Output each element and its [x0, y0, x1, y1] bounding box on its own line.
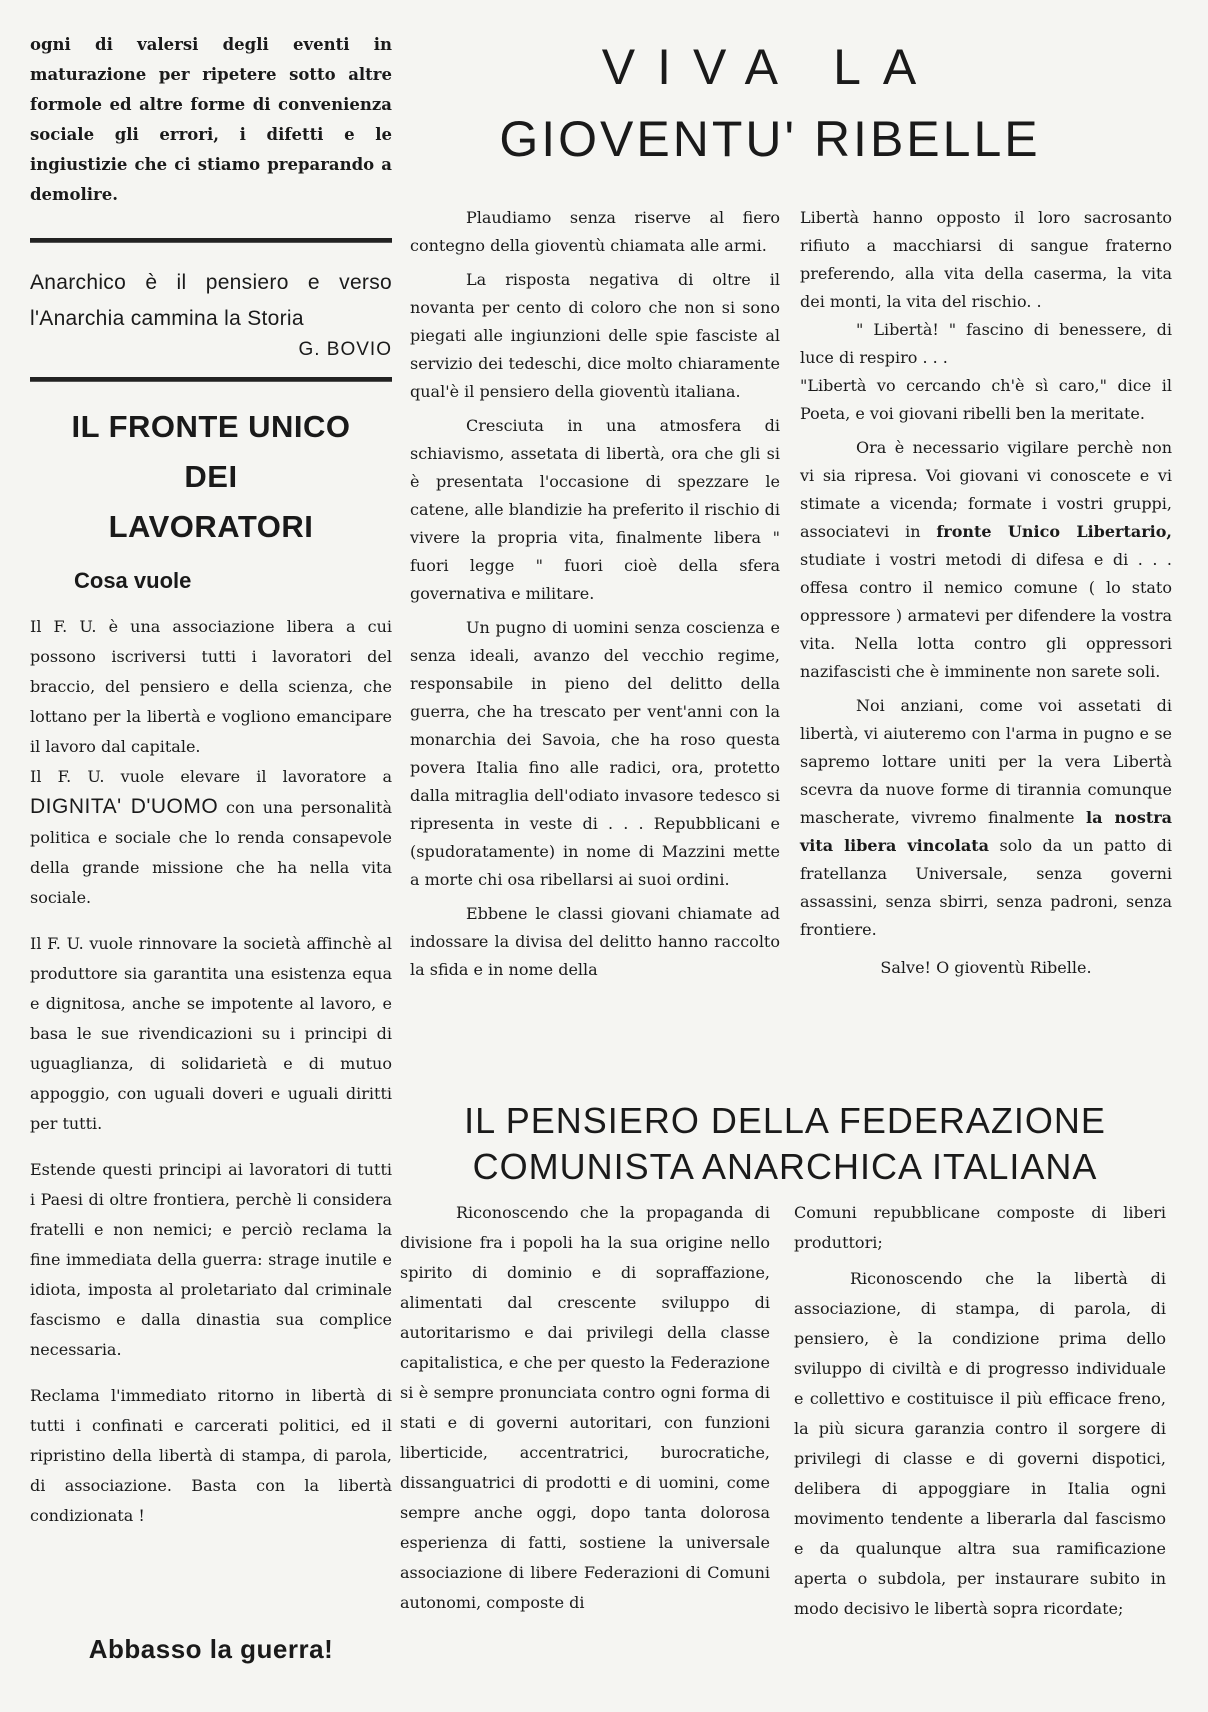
viva-right-p4 — [800, 434, 1172, 686]
fu-paragraph-2 — [30, 762, 392, 913]
viva-mid-p5: Ebbene le classi giovani chiamate ad indossare la divisa del delitto hanno raccolto la sfida e in nome della — [410, 904, 780, 979]
quote-block — [30, 265, 392, 361]
pensiero-mid-p1: Riconoscendo che la propaganda di divisione fra i popoli ha la sua origine nello spirito di dominio e di sopraffazione, alimentati dal crescente sviluppo di autoritarismo e dai privilegi della classe capitalistica, e che per questo la Federazione si è sempre pronunciata contro ogni forma di stati e di governi autoritari, con funzioni liberticide, accentratrici, burocratiche, dissanguatrici di prodotti e di uomini, come sempre anche oggi, dopo tanta dolorosa esperienza di fatti, sostiene la universale associazione di libere Federazioni di Comuni autonomi, composte di — [400, 1203, 770, 1612]
pensiero-column-right — [794, 1198, 1166, 1624]
fu-p2-start: Il F. U. vuole elevare il lavoratore a — [30, 767, 392, 786]
abbasso-la-guerra: Abbasso la guerra! — [88, 1634, 334, 1664]
dignita-uomo: DIGNITA' D'UOMO — [30, 795, 219, 818]
left-column — [30, 30, 392, 1531]
pensiero-title-line-1: IL PENSIERO DELLA FEDERAZIONE — [464, 1100, 1106, 1141]
fronte-title-line-1: IL FRONTE UNICO — [71, 409, 351, 444]
nostra-vita-libera: la nostra vita libera vincolata — [800, 808, 1173, 855]
viva-right-p1: Libertà hanno opposto il loro sacrosanto rifiuto a macchiarsi di sangue fraterno preferendo, alla vita della caserma, la vita dei monti, la vita del rischio. . — [800, 208, 1172, 311]
viva-mid-p2: La risposta negativa di oltre il novanta per cento di coloro che non si sono piegati alle ingiunzioni delle spie fasciste al servizio dei tedeschi, dice molto chiaramente qual'è il pensiero della gioventù italiana. — [410, 270, 780, 401]
viva-column-right — [800, 204, 1172, 982]
viva-right-p5 — [800, 692, 1172, 944]
divider — [30, 238, 392, 243]
viva-title-line-2: GIOVENTU' RIBELLE — [499, 111, 1041, 167]
cosa-vuole-heading: Cosa vuole — [74, 568, 192, 593]
continuation-text: ogni di valersi degli eventi in maturazione per ripetere sotto altre formole ed altre forme di convenienza sociale gli errori, i difetti e le ingiustizie che ci stiamo preparando a demolire. — [30, 35, 392, 204]
fu-p2-end: con una personalità politica e sociale che lo renda consapevole della grande missione che ha nella vita sociale. — [30, 798, 392, 907]
viva-right-p4a: Ora è necessario vigilare perchè non vi sia ripresa. Voi giovani vi conoscete e vi stimate a vicenda; formate i vostri gruppi, associatevi in — [800, 438, 1172, 541]
viva-mid-p3: Cresciuta in una atmosfera di schiavismo, assetata di libertà, ora che gli si è presentata l'occasione di spezzare le catene, alle blandizie ha preferito il rischio di vivere la propria vita, finalmente libera " fuori legge " fuori cioè della sfera governativa e militare. — [410, 416, 780, 603]
fu-paragraph-3: Il F. U. vuole rinnovare la società affinchè al produttore sia garantita una esistenza equa e dignitosa, anche se impotente al lavoro, e basa le sue rivendicazioni su i principi di uguaglianza, di solidarietà e di mutuo appoggio, con uguali doveri e uguali diritti per tutti. — [30, 934, 392, 1133]
fronte-title-line-2: DEI — [184, 459, 238, 494]
viva-right-p5c: solo da un patto di fratellanza Universale, senza governi assassini, senza sbirri, senza padroni, senza frontiere. — [800, 836, 1172, 939]
viva-title-line-1: VIVA LA — [601, 39, 939, 95]
quote-author: G. BOVIO — [298, 339, 392, 360]
fu-paragraph-1: Il F. U. è una associazione libera a cui possono iscriversi tutti i lavoratori del braccio, del pensiero e della scienza, che lottano per la libertà e vogliono emancipare il lavoro dal capitale. — [30, 617, 392, 756]
viva-right-p5a: Noi anziani, come voi assetati di libertà, vi aiuteremo con l'arma in pugno e se sapremo lottare uniti per la vera Libertà scevra da nuove forme di tirannia comunque mascherate, vivremo finalmente — [800, 696, 1172, 827]
pensiero-column-middle — [400, 1198, 770, 1618]
viva-right-p2: " Libertà! " fascino di benessere, di luce di respiro . . . — [800, 320, 1172, 367]
salve-line: Salve! O gioventù Ribelle. — [880, 958, 1092, 977]
fronte-title — [30, 402, 392, 552]
viva-mid-p1: Plaudiamo senza riserve al fiero contegno della gioventù chiamata alle armi. — [410, 208, 780, 255]
viva-mid-p4: Un pugno di uomini senza coscienza e senza ideali, avanzo del vecchio regime, responsabile in pieno del delitto della guerra, che ha trescato per vent'anni con la monarchia dei Savoia, che ha roso questa povera Italia fino alle radici, ora, protetto dalla mitraglia dell'odiato invasore tedesco si ripresenta in veste di . . . Repubblicani e (spudoratamente) in nome di Mazzini mette a morte chi osa ribellarsi ai suoi ordini. — [410, 618, 780, 889]
fu-paragraph-4: Estende questi principi ai lavoratori di tutti i Paesi di oltre frontiera, perchè li considera fratelli e non nemici; e perciò reclama la fine immediata della guerra: strage inutile e idiota, imposta al proletariato dal criminale fascismo e dalla dinastia sua complice necessaria. — [30, 1160, 392, 1359]
bovio-quote: Anarchico è il pensiero e verso l'Anarchia cammina la Storia — [30, 271, 392, 330]
fu-paragraph-5: Reclama l'immediato ritorno in libertà di tutti i confinati e carcerati politici, ed il ripristino della libertà di stampa, di parola, di associazione. Basta con la libertà condizionata ! — [30, 1386, 392, 1525]
viva-column-middle — [410, 204, 780, 984]
pensiero-right-p2: Riconoscendo che la libertà di associazione, di stampa, di parola, di pensiero, è la condizione prima dello sviluppo di civiltà e di progresso individuale e collettivo e costituisce il più efficace freno, la più sicura garanzia contro il sorgere di privilegi di classe e di governi dispotici, delibera di appoggiare in Italia ogni movimento tendente a liberarla dal fascismo e da qualunque altra sua ramificazione aperta o subdola, per instaurare subito in modo decisivo le libertà sopra ricordate; — [794, 1269, 1166, 1618]
viva-right-p3: "Libertà vo cercando ch'è sì caro," dice il Poeta, e voi giovani ribelli ben la meritate. — [800, 376, 1172, 423]
fronte-title-line-3: LAVORATORI — [108, 509, 314, 544]
pensiero-title — [420, 1098, 1150, 1190]
pensiero-right-p1: Comuni repubblicane composte di liberi produttori; — [794, 1203, 1166, 1252]
divider — [30, 377, 392, 382]
viva-right-p4c: studiate i vostri metodi di difesa e di . . . offesa contro il nemico comune ( lo stato oppressore ) armatevi per difendere la vostra vita. Nella lotta contro gli oppressori nazifascisti che è imminente non sarete soli. — [800, 550, 1172, 681]
fronte-unico-libertario: fronte Unico Libertario, — [936, 522, 1172, 541]
pensiero-title-line-2: COMUNISTA ANARCHICA ITALIANA — [472, 1146, 1098, 1187]
